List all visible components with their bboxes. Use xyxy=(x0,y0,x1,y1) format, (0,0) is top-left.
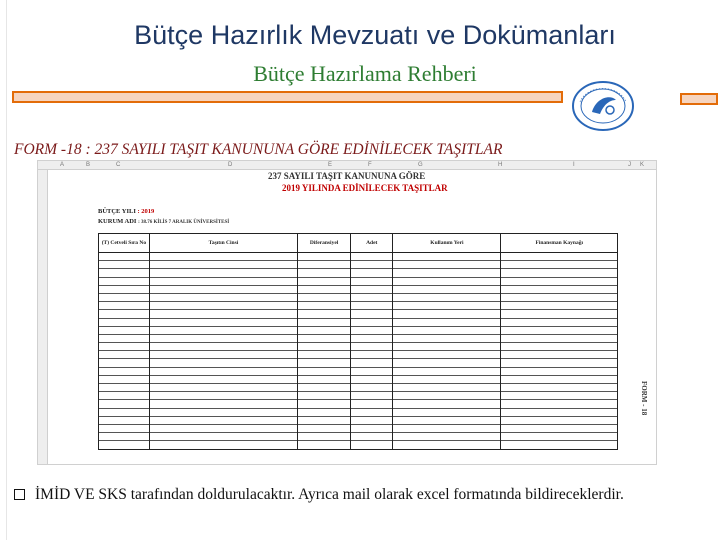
table-cell xyxy=(298,253,351,261)
sheet-title-line1: 237 SAYILI TAŞIT KANUNUNA GÖRE xyxy=(268,171,426,181)
spreadsheet-screenshot xyxy=(37,160,657,465)
table-cell xyxy=(351,269,393,277)
table-cell xyxy=(99,359,150,367)
column-letter: J xyxy=(628,162,631,168)
table-cell xyxy=(99,253,150,261)
vehicle-table xyxy=(98,233,618,450)
table-cell xyxy=(501,416,618,424)
table-cell xyxy=(393,351,501,359)
table-cell xyxy=(393,400,501,408)
table-cell xyxy=(298,408,351,416)
table-row xyxy=(99,441,618,449)
footnote-text: İMİD VE SKS tarafından doldurulacaktır. Ayrıca mail olarak excel formatında bildireceklerdir. xyxy=(35,486,624,503)
table-row xyxy=(99,408,618,416)
form-heading: FORM -18 : 237 SAYILI TAŞIT KANUNUNA GÖRE EDİNİLECEK TAŞITLAR xyxy=(14,141,503,158)
table-cell xyxy=(149,367,297,375)
table-cell xyxy=(351,318,393,326)
table-cell xyxy=(351,367,393,375)
table-cell xyxy=(351,326,393,334)
table-row xyxy=(99,277,618,285)
institution-label: KURUM ADI xyxy=(98,218,137,225)
page-title: Bütçe Hazırlık Mevzuatı ve Dokümanları xyxy=(134,20,616,50)
orange-accent-bar xyxy=(12,91,563,103)
table-cell xyxy=(99,293,150,301)
table-cell xyxy=(149,293,297,301)
table-cell xyxy=(351,400,393,408)
table-cell xyxy=(99,441,150,449)
table-cell xyxy=(99,424,150,432)
table-cell xyxy=(99,367,150,375)
table-cell xyxy=(99,343,150,351)
table-cell xyxy=(99,269,150,277)
column-letter: I xyxy=(573,162,575,168)
university-logo-icon xyxy=(570,80,636,132)
table-cell xyxy=(351,253,393,261)
table-cell xyxy=(298,416,351,424)
table-cell xyxy=(149,253,297,261)
table-cell xyxy=(393,343,501,351)
table-cell xyxy=(393,392,501,400)
column-letter: K xyxy=(640,162,645,168)
table-cell xyxy=(99,302,150,310)
column-header-bar xyxy=(38,161,657,170)
table-cell xyxy=(99,375,150,383)
table-cell xyxy=(298,400,351,408)
table-cell xyxy=(99,334,150,342)
table-cell xyxy=(501,285,618,293)
table-cell xyxy=(149,433,297,441)
table-cell xyxy=(393,326,501,334)
table-row xyxy=(99,285,618,293)
table-cell xyxy=(501,343,618,351)
table-cell xyxy=(298,302,351,310)
table-cell xyxy=(393,384,501,392)
table-cell xyxy=(501,302,618,310)
table-cell xyxy=(99,277,150,285)
table-cell xyxy=(393,310,501,318)
table-cell xyxy=(149,375,297,383)
institution-row xyxy=(98,218,229,225)
form-side-label: FORM - 18 xyxy=(640,381,648,416)
table-cell xyxy=(149,359,297,367)
table-cell xyxy=(149,318,297,326)
table-cell xyxy=(149,441,297,449)
budget-year-row xyxy=(98,208,154,215)
row-header-bar xyxy=(38,170,48,465)
column-letter: E xyxy=(328,162,333,168)
table-row xyxy=(99,343,618,351)
table-cell xyxy=(149,384,297,392)
table-cell xyxy=(501,367,618,375)
table-cell xyxy=(351,293,393,301)
table-cell xyxy=(298,384,351,392)
table-cell xyxy=(351,408,393,416)
column-header: Kullanım Yeri xyxy=(393,234,501,253)
table-cell xyxy=(298,441,351,449)
table-cell xyxy=(351,433,393,441)
table-cell xyxy=(149,392,297,400)
table-cell xyxy=(501,334,618,342)
column-header: (T) Cetveli Sıra No xyxy=(99,234,150,253)
table-cell xyxy=(351,441,393,449)
table-cell xyxy=(298,433,351,441)
table-cell xyxy=(351,302,393,310)
table-cell xyxy=(501,253,618,261)
table-cell xyxy=(149,269,297,277)
table-cell xyxy=(298,367,351,375)
table-cell xyxy=(393,302,501,310)
table-cell xyxy=(149,408,297,416)
table-cell xyxy=(99,261,150,269)
table-cell xyxy=(99,285,150,293)
table-cell xyxy=(393,408,501,416)
table-cell xyxy=(351,375,393,383)
column-header: Adet xyxy=(351,234,393,253)
table-cell xyxy=(351,277,393,285)
table-cell xyxy=(99,400,150,408)
table-cell xyxy=(298,351,351,359)
table-row xyxy=(99,400,618,408)
table-cell xyxy=(351,424,393,432)
table-cell xyxy=(149,302,297,310)
budget-year-value: : 2019 xyxy=(137,208,155,215)
table-cell xyxy=(501,269,618,277)
table-row xyxy=(99,359,618,367)
table-cell xyxy=(501,351,618,359)
table-row xyxy=(99,375,618,383)
column-letter: G xyxy=(418,162,423,168)
table-row xyxy=(99,384,618,392)
table-cell xyxy=(99,433,150,441)
table-cell xyxy=(99,392,150,400)
table-cell xyxy=(393,359,501,367)
table-cell xyxy=(298,334,351,342)
table-row xyxy=(99,293,618,301)
table-cell xyxy=(298,318,351,326)
table-cell xyxy=(149,334,297,342)
table-cell xyxy=(149,277,297,285)
table-cell xyxy=(501,408,618,416)
institution-value: : 38.76 KİLİS 7 ARALIK ÜNİVERSİTESİ xyxy=(138,220,230,225)
table-cell xyxy=(393,269,501,277)
table-cell xyxy=(99,416,150,424)
table-row xyxy=(99,433,618,441)
table-cell xyxy=(393,433,501,441)
table-cell xyxy=(298,375,351,383)
table-cell xyxy=(298,359,351,367)
table-cell xyxy=(393,293,501,301)
table-cell xyxy=(501,392,618,400)
table-cell xyxy=(149,261,297,269)
table-header-row xyxy=(99,234,618,253)
table-cell xyxy=(393,318,501,326)
table-cell xyxy=(298,261,351,269)
table-cell xyxy=(99,310,150,318)
table-cell xyxy=(99,318,150,326)
table-cell xyxy=(351,334,393,342)
table-row xyxy=(99,269,618,277)
column-letter: B xyxy=(86,162,91,168)
table-cell xyxy=(393,416,501,424)
column-header: Finansman Kaynağı xyxy=(501,234,618,253)
table-cell xyxy=(393,375,501,383)
table-cell xyxy=(393,253,501,261)
table-cell xyxy=(298,269,351,277)
budget-year-label: BÜTÇE YILI xyxy=(98,208,136,215)
checkbox-square-icon xyxy=(14,489,25,500)
table-cell xyxy=(351,310,393,318)
table-row xyxy=(99,253,618,261)
table-body xyxy=(99,253,618,450)
table-cell xyxy=(393,285,501,293)
table-cell xyxy=(501,293,618,301)
table-row xyxy=(99,392,618,400)
table-cell xyxy=(393,334,501,342)
table-cell xyxy=(298,326,351,334)
table-cell xyxy=(298,277,351,285)
table-cell xyxy=(99,326,150,334)
table-row xyxy=(99,318,618,326)
table-cell xyxy=(298,310,351,318)
table-cell xyxy=(149,310,297,318)
table-cell xyxy=(501,424,618,432)
table-row xyxy=(99,416,618,424)
table-cell xyxy=(393,261,501,269)
table-row xyxy=(99,424,618,432)
table-cell xyxy=(149,400,297,408)
table-row xyxy=(99,310,618,318)
orange-accent-box xyxy=(680,93,718,105)
table-cell xyxy=(501,400,618,408)
table-cell xyxy=(298,343,351,351)
table-cell xyxy=(393,424,501,432)
table-cell xyxy=(393,367,501,375)
table-cell xyxy=(99,408,150,416)
table-cell xyxy=(501,433,618,441)
table-row xyxy=(99,326,618,334)
table-cell xyxy=(149,416,297,424)
table-cell xyxy=(501,359,618,367)
table-cell xyxy=(298,392,351,400)
table-cell xyxy=(501,261,618,269)
column-letter: D xyxy=(228,162,233,168)
table-cell xyxy=(501,441,618,449)
table-cell xyxy=(149,343,297,351)
table-row xyxy=(99,302,618,310)
sheet-title-line2: 2019 YILINDA EDİNİLECEK TAŞITLAR xyxy=(282,183,448,193)
table-cell xyxy=(501,384,618,392)
table-cell xyxy=(501,310,618,318)
table-cell xyxy=(351,416,393,424)
table-cell xyxy=(351,285,393,293)
table-cell xyxy=(501,277,618,285)
table-cell xyxy=(501,318,618,326)
footnote xyxy=(14,484,716,506)
table-cell xyxy=(393,441,501,449)
table-cell xyxy=(351,261,393,269)
table-cell xyxy=(351,351,393,359)
table-cell xyxy=(149,326,297,334)
column-letter: H xyxy=(498,162,503,168)
table-cell xyxy=(501,375,618,383)
table-cell xyxy=(99,384,150,392)
table-cell xyxy=(298,293,351,301)
table-cell xyxy=(149,351,297,359)
table-cell xyxy=(393,277,501,285)
table-cell xyxy=(298,285,351,293)
table-cell xyxy=(149,424,297,432)
table-row xyxy=(99,334,618,342)
table-cell xyxy=(298,424,351,432)
table-row xyxy=(99,367,618,375)
table-cell xyxy=(149,285,297,293)
table-cell xyxy=(351,384,393,392)
table-cell xyxy=(501,326,618,334)
table-cell xyxy=(351,343,393,351)
table-cell xyxy=(351,359,393,367)
table-row xyxy=(99,261,618,269)
column-header: Diferansiyel xyxy=(298,234,351,253)
page-subtitle: Bütçe Hazırlama Rehberi xyxy=(253,61,477,86)
column-letter: F xyxy=(368,162,372,168)
table-cell xyxy=(351,392,393,400)
column-header: Taşıtın Cinsi xyxy=(149,234,297,253)
table-cell xyxy=(99,351,150,359)
table-row xyxy=(99,351,618,359)
column-letter: A xyxy=(60,162,65,168)
column-letter: C xyxy=(116,162,121,168)
